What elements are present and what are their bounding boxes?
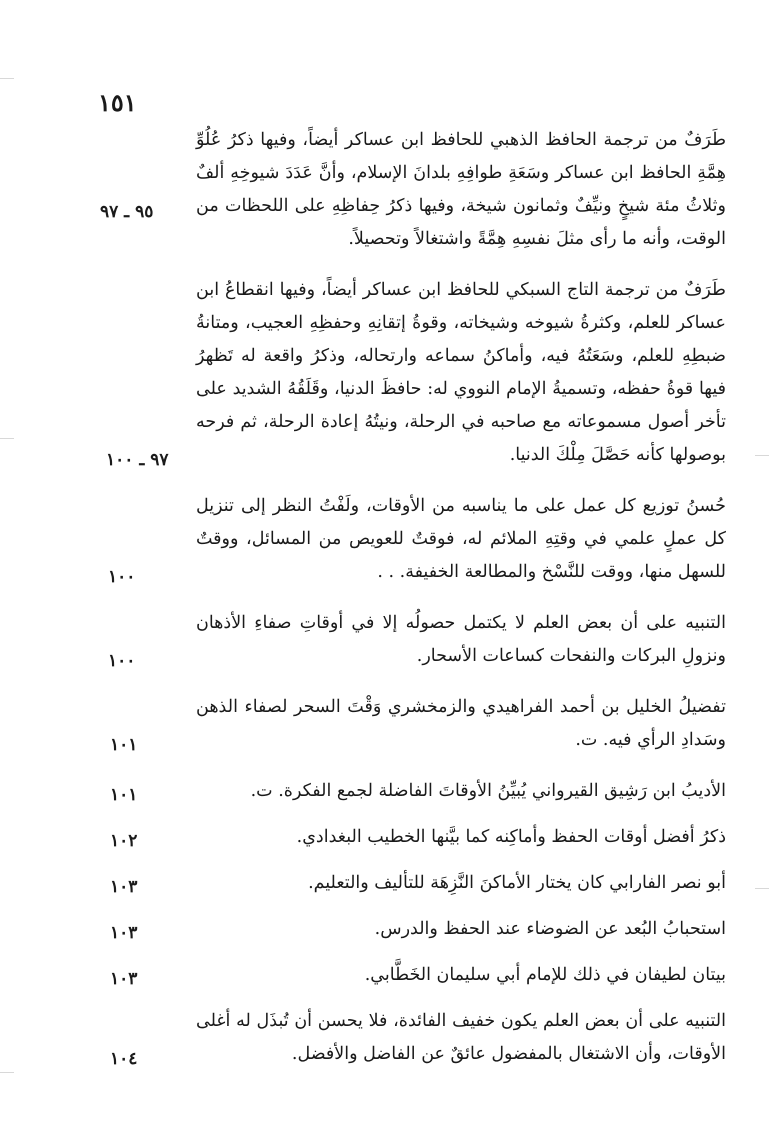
entry-text: الأديبُ ابن رَشِيق القيرواني يُبيِّنُ الأوقاتَ الفاضلة لجمع الفكرة. ت. [250,781,726,801]
index-entry [96,490,726,589]
index-entry [96,821,726,853]
index-entry [96,959,726,991]
entry-text: التنبيه على أن بعض العلم لا يكتمل حصولُه إلا في أوقاتِ صفاءِ الأذهان ونزولِ البركات والنفحات كساعات الأسحار. [196,613,726,666]
entry-page-range: ١٠٣ [110,969,138,989]
index-entry [96,274,726,472]
entry-text: طَرَفٌ من ترجمة التاج السبكي للحافظ ابن عساكر أيضاً، وفيها انقطاعُ ابن عساكر للعلم، وكثرةُ شيوخه وشيخاته، وقوةُ إتقانِهِ وحفظِهِ العجيب، ومتانةُ ضبطِهِ للعلم، وسَعَتُهُ فيه، وأماكنُ سماعه وارتحاله، وذكرُ واقعة له تَظهرُ فيها قوةُ حفظه، وتسميةُ الإمام النووي له: حافظَ الدنيا، وقَلَقُهُ الشديد على تأخر أصول مسموعاته مع صاحبه في الرحلة، ونيتُهُ إعادة الرحلة، ثم فرحه بوصولها كأنه حَصَّلَ مِلْكَ الدنيا. [196,280,726,465]
entry-page-range: ١٠٣ [110,877,138,897]
entry-text: بيتان لطيفان في ذلك للإمام أبي سليمان الخَطَّابي. [364,965,726,985]
margin-mark [0,438,14,439]
entry-page-range: ٩٥ ـ ٩٧ [100,202,154,222]
entry-text: طَرَفٌ من ترجمة الحافظ الذهبي للحافظ ابن عساكر أيضاً، وفيها ذكرُ عُلُوِّ هِمَّةِ الحافظ ابن عساكر وسَعَةِ طوافِهِ بلدانَ الإسلام، وأنَّ عَدَدَ شيوخِهِ ألفٌ وثلاثُ مئة شيخٍ ونيِّفٌ وثمانون شيخة، وفيها ذكرُ حِفاظِهِ على اللحظات من الوقت، وأنه ما رأى مثلَ نفسِهِ هِمَّةً واشتغالاً وتحصيلاً. [196,130,726,249]
margin-mark [0,1072,14,1073]
entry-text: تفضيلُ الخليل بن أحمد الفراهيدي والزمخشري وَقْتَ السحر لصفاء الذهن وسَدادِ الرأي فيه. ت. [196,697,726,750]
margin-mark [0,78,14,79]
entry-page-range: ١٠١ [110,785,138,805]
index-entry [96,691,726,757]
margin-mark [755,888,769,889]
entry-text: حُسنُ توزيع كل عمل على ما يناسبه من الأوقات، ولَفْتُ النظر إلى تنزيل كل عملٍ علمي في وقتِهِ الملائم له، فوقتٌ للعويص من المسائل، ووقتٌ للسهل منها، ووقت للنَّسْخ والمطالعة الخفيفة. . . [196,496,726,582]
entry-text: استحبابُ البُعد عن الضوضاء عند الحفظ والدرس. [374,919,726,939]
entry-text: التنبيه على أن بعض العلم يكون خفيف الفائدة، فلا يحسن أن تُبذَل له أغلى الأوقات، وأن الاشتغال بالمفضول عائقٌ عن الفاضل والأفضل. [196,1011,726,1064]
entry-page-range: ١٠٢ [110,831,138,851]
index-entry [96,913,726,945]
index-entries-list [96,124,726,1089]
entry-page-range: ١٠٤ [110,1049,138,1069]
entry-page-range: ١٠١ [110,735,138,755]
index-entry [96,775,726,807]
margin-mark [755,455,769,456]
page-number: ١٥١ [98,88,137,117]
entry-page-range: ١٠٠ [108,651,136,671]
entry-page-range: ١٠٠ [108,567,136,587]
index-entry [96,607,726,673]
index-entry [96,867,726,899]
entry-text: أبو نصر الفارابي كان يختار الأماكنَ النَّزِهَة للتأليف والتعليم. [308,873,726,893]
index-entry [96,1005,726,1071]
index-entry [96,124,726,256]
entry-page-range: ١٠٣ [110,923,138,943]
entry-text: ذكرُ أفضل أوقات الحفظ وأماكِنه كما بيَّنها الخطيب البغدادي. [296,827,726,847]
entry-page-range: ٩٧ ـ ١٠٠ [106,450,169,470]
